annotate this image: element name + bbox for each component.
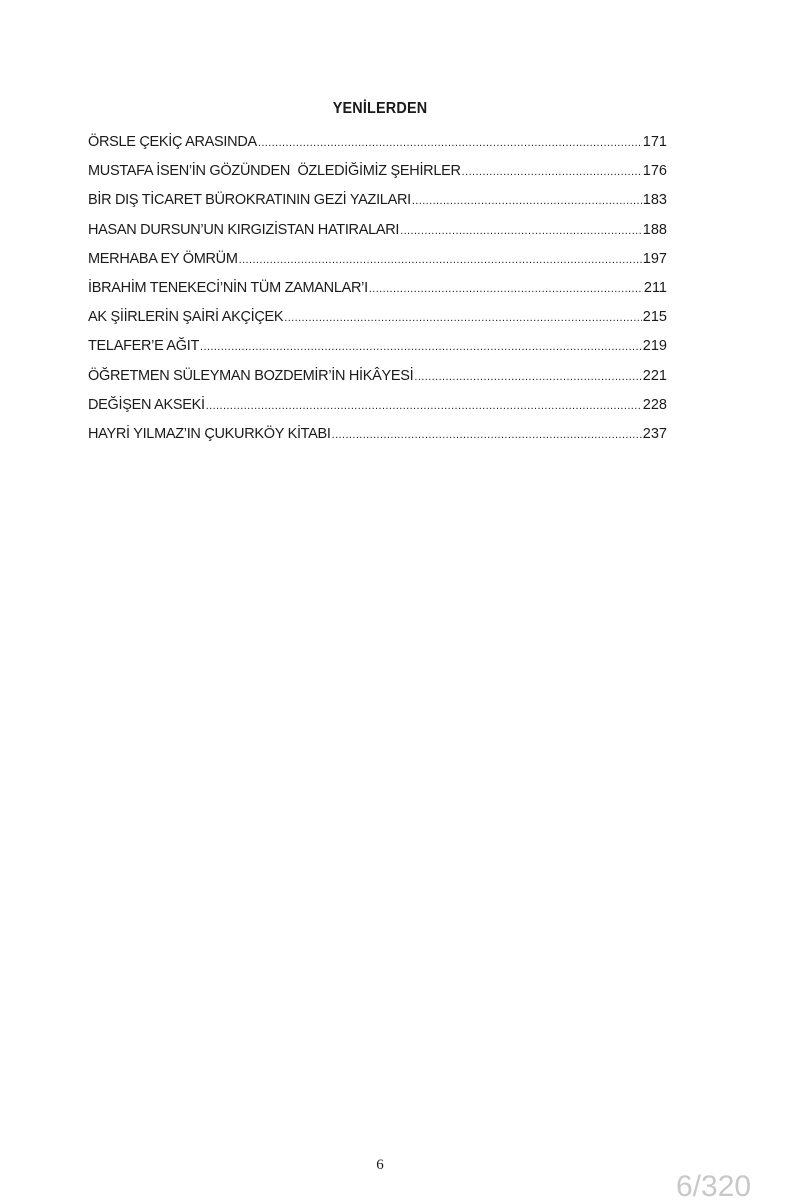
toc-entry-title: HAYRİ YILMAZ’IN ÇUKURKÖY KİTABI	[88, 425, 331, 442]
toc-entry-title: HASAN DURSUN’UN KIRGIZİSTAN HATIRALARI	[88, 221, 400, 238]
toc-entry	[88, 362, 667, 391]
toc-leader-dots	[369, 275, 643, 303]
viewer-page-indicator: 6/320	[676, 1170, 752, 1203]
section-title: YENİLERDEN	[332, 100, 428, 117]
toc-leader-dots	[200, 333, 642, 361]
toc-leader-dots	[239, 246, 642, 274]
toc-leader-dots	[412, 187, 642, 215]
toc-leader-dots	[284, 304, 642, 332]
toc-entry	[88, 420, 667, 449]
toc-entry-title: MUSTAFA İSEN’İN GÖZÜNDEN ÖZLEDİĞİMİZ ŞEHİRLER	[88, 163, 461, 180]
toc-entry	[88, 332, 667, 361]
table-of-contents	[88, 128, 667, 449]
toc-entry	[88, 216, 667, 245]
toc-entry-page: 171	[642, 134, 667, 150]
toc-entry-page: 176	[642, 163, 667, 180]
toc-leader-dots	[462, 158, 642, 186]
toc-entry	[88, 303, 667, 332]
toc-entry-title: MERHABA EY ÖMRÜM	[88, 250, 238, 267]
toc-entry	[88, 186, 667, 215]
toc-entry-title: ÖĞRETMEN SÜLEYMAN BOZDEMİR’İN HİKÂYESİ	[88, 367, 414, 384]
toc-leader-dots	[414, 363, 641, 391]
toc-leader-dots	[332, 421, 642, 449]
toc-leader-dots	[400, 217, 642, 245]
toc-entry-title: AK ŞİİRLERİN ŞAİRİ AKÇİÇEK	[88, 309, 284, 326]
toc-entry-page: 188	[642, 221, 667, 238]
page-number: 6	[376, 1157, 384, 1173]
toc-entry-page: 237	[642, 425, 667, 442]
toc-entry-title: TELAFER’E AĞIT	[88, 338, 200, 355]
toc-entry	[88, 391, 667, 420]
toc-entry-page: 197	[642, 250, 667, 267]
toc-entry-page: 211	[643, 279, 667, 296]
toc-entry-page: 228	[642, 396, 667, 413]
toc-entry	[88, 128, 667, 157]
toc-entry-title: BİR DIŞ TİCARET BÜROKRATININ GEZİ YAZILARI	[88, 192, 411, 209]
toc-entry	[88, 245, 667, 274]
toc-entry-page: 221	[642, 367, 667, 384]
toc-leader-dots	[258, 129, 642, 157]
toc-entry-title: DEĞİŞEN AKSEKİ	[88, 396, 205, 413]
toc-entry-page: 183	[642, 192, 667, 209]
toc-entry	[88, 157, 667, 186]
toc-entry-title: ÖRSLE ÇEKİÇ ARASINDA	[88, 134, 257, 150]
toc-entry	[88, 274, 667, 303]
toc-entry-title: İBRAHİM TENEKECİ’NİN TÜM ZAMANLAR’I	[88, 279, 368, 296]
toc-leader-dots	[206, 392, 642, 420]
toc-entry-page: 219	[642, 338, 667, 355]
toc-entry-page: 215	[642, 309, 667, 326]
